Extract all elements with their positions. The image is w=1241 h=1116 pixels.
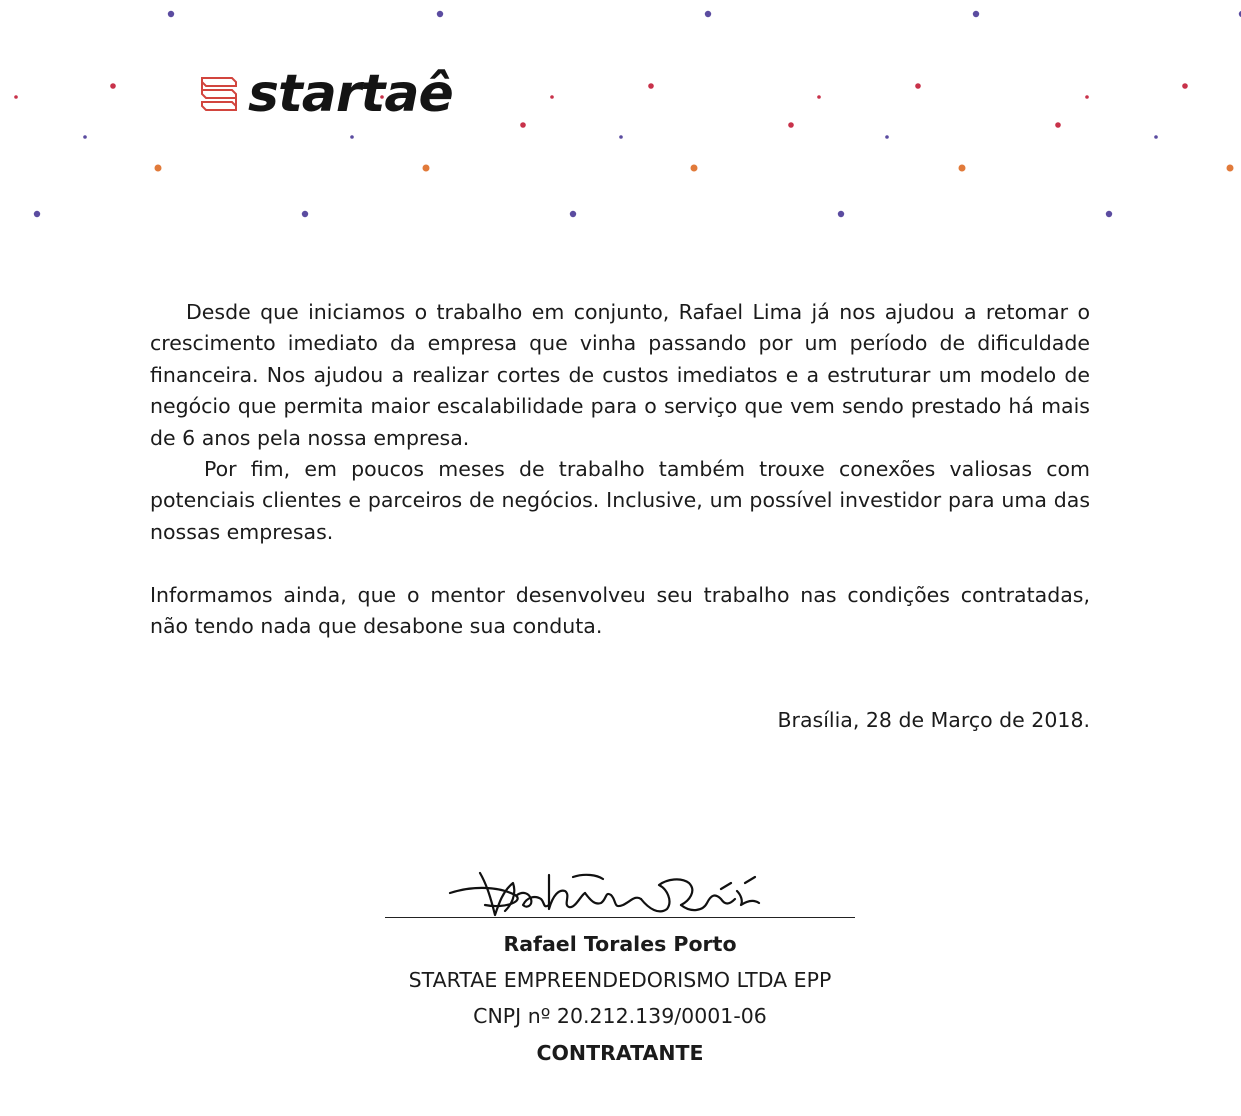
decorative-dot [691, 165, 698, 172]
decorative-dot [817, 95, 821, 99]
logo-mark-icon [198, 72, 238, 116]
decorative-dot [1106, 211, 1112, 217]
decorative-dot [34, 211, 40, 217]
company-name: STARTAE EMPREENDEDORISMO LTDA EPP [408, 968, 832, 993]
decorative-dot [1154, 135, 1158, 139]
paragraph-3: Informamos ainda, que o mentor desenvolveu seu trabalho nas condições contratadas, não tendo nada que desabone sua conduta. [150, 582, 1090, 639]
date-location: Brasília, 28 de Março de 2018. [777, 708, 1090, 732]
signatory-role: CONTRATANTE [536, 1040, 704, 1065]
company-cnpj: CNPJ nº 20.212.139/0001-06 [473, 1004, 767, 1029]
decorative-dot [302, 211, 308, 217]
decorative-dot [959, 165, 966, 172]
paragraph-2: Por fim, em poucos meses de trabalho também trouxe conexões valiosas com potenciais clientes e parceiros de negócios. Inclusive, um possível investidor para uma das nossas empresas. [150, 457, 1090, 544]
signatory-name: Rafael Torales Porto [503, 932, 737, 956]
letter-body [150, 297, 1090, 642]
decorative-dot [1055, 122, 1061, 128]
decorative-dot [788, 122, 794, 128]
decorative-dot [110, 83, 116, 89]
decorative-dot [550, 95, 554, 99]
decorative-dot [168, 11, 174, 17]
decorative-dot [705, 11, 711, 17]
decorative-dot [423, 165, 430, 172]
paragraph-1: Desde que iniciamos o trabalho em conjunto, Rafael Lima já nos ajudou a retomar o crescimento imediato da empresa que vinha passando por um período de dificuldade financeira. Nos ajudou a realizar cortes de custos imediatos e a estruturar um modelo de negócio que permita maior escalabilidade para o serviço que vem sendo prestado há mais de 6 anos pela nossa empresa. [150, 300, 1090, 450]
decorative-dot [155, 165, 162, 172]
decorative-dot [520, 122, 526, 128]
decorative-dot [437, 11, 443, 17]
decorative-dot [1085, 95, 1089, 99]
logo-wordmark: startaê [248, 64, 453, 124]
decorative-dot [1227, 165, 1234, 172]
decorative-dot [973, 11, 979, 17]
decorative-dot [350, 135, 354, 139]
decorative-dot [570, 211, 576, 217]
startae-logo [198, 64, 453, 124]
header-dot-pattern [0, 0, 1241, 240]
decorative-dot [14, 95, 18, 99]
decorative-dot [915, 83, 921, 89]
decorative-dot [1182, 83, 1188, 89]
signature-line [385, 917, 855, 918]
decorative-dot [838, 211, 844, 217]
decorative-dot [648, 83, 654, 89]
decorative-dot [885, 135, 889, 139]
decorative-dot [83, 135, 87, 139]
decorative-dot [619, 135, 623, 139]
